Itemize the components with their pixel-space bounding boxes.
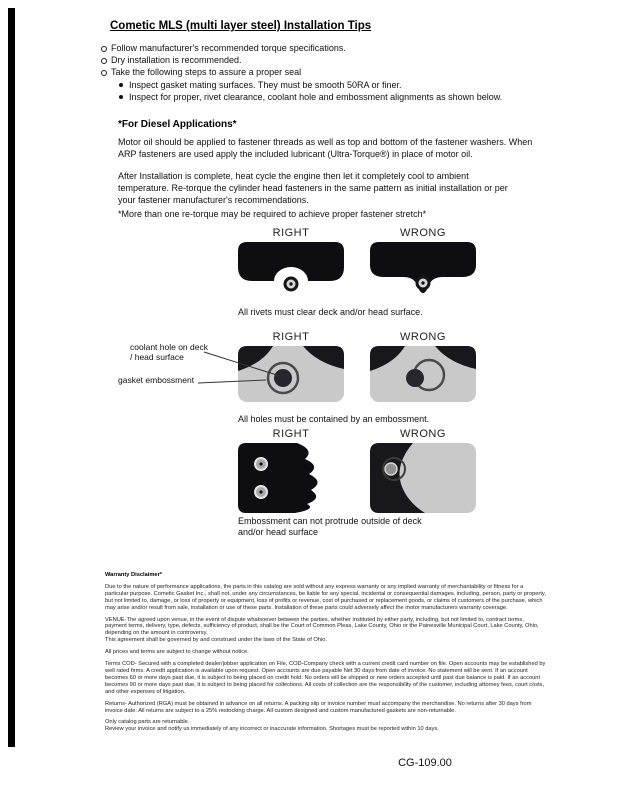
legal-paragraph: All prices and terms are subject to change without notice. bbox=[105, 649, 249, 656]
legal-paragraph: Terms COD- Secured with a completed dealer/jobber application on File, COD-Company check with a current credit card number on file. Open accounts may be established by well rated firms. A credit application is available upon request. Open accounts are due payable Net 30 days from date of invoice. No statement will be sent. If an account becomes 60 or more days past due, it is subject to being placed on credit hold. No orders will be shipped or new orders accepted until past due balance is paid. If an account becomes 90 or more days past due, it is subject to being placed for collections. All costs of collection are the responsibility of the customer, including attorney fees, court costs, and other expenses of litigation. bbox=[105, 661, 546, 695]
sub-bullet-icon bbox=[119, 83, 123, 87]
sub-bullet-item bbox=[100, 79, 545, 91]
sub-bullet-icon bbox=[119, 95, 123, 99]
bullet-icon bbox=[101, 58, 107, 64]
annotation-coolant-label: coolant hole on deck / head surface bbox=[130, 342, 208, 362]
figure-label-right-row2: RIGHT bbox=[272, 331, 310, 343]
diagram-coolant-hole-wrong bbox=[369, 345, 477, 403]
diagram-rivet-clearance-wrong bbox=[369, 241, 477, 297]
bullet-text: Take the following steps to assure a proper seal bbox=[111, 67, 302, 78]
bullet-item bbox=[100, 42, 545, 54]
bullet-item bbox=[100, 54, 545, 66]
legal-paragraph: Review your invoice and notify us immediately of any incorrect or inaccurate information. Shortages must be reported within 10 days. bbox=[105, 726, 439, 733]
bullet-icon bbox=[101, 70, 107, 76]
bullet-text: Follow manufacturer's recommended torque specifications. bbox=[111, 43, 346, 53]
diagram-rivet-clearance-right bbox=[237, 241, 345, 297]
sub-bullet-item bbox=[100, 91, 545, 103]
installation-tips-list bbox=[100, 42, 545, 103]
sub-bullet-text: Inspect gasket mating surfaces. They must be smooth 50RA or finer. bbox=[129, 79, 402, 90]
figure-label-right-row3: RIGHT bbox=[272, 428, 310, 440]
legal-paragraph: Due to the nature of performance applications, the parts in this catalog are sold without any express warranty or any implied warranty of merchantability or fitness for a particular purpose. Cometic Gasket Inc., shall not, under any circumstances, be liable for any special, incidental or consequential damages, including, person, party or property, but not limited to, damage, or loss of property or equipment, loss of profits or revenue, cost of purchased or replacement goods, or claims of customers of the purchase, which may arise and/or result from sale, installation or use of these parts. Installation of these parts could adversely affect the motor manufacturers warranty coverage. bbox=[105, 583, 546, 611]
figure-label-wrong-row3: WRONG bbox=[400, 428, 446, 440]
retorque-note: *More than one re-torque may be required to achieve proper fastener stretch* bbox=[118, 209, 427, 219]
figure-caption-row3: Embossment can not protrude outside of deck and/or head surface bbox=[238, 516, 422, 537]
figure-label-wrong-row2: WRONG bbox=[400, 331, 446, 343]
legal-paragraph: Returns- Authorized (RGA) must be obtained in advance on all returns. A packing slip or invoice number must accompany the merchandise. No returns after 30 days from invoice date. All returns are subject to a 25% restocking charge. All custom designed and custom manufactured gaskets are non-returnable. bbox=[105, 700, 532, 714]
bullet-icon bbox=[101, 46, 107, 52]
bullet-item bbox=[100, 66, 545, 78]
figure-label-right-row1: RIGHT bbox=[272, 227, 310, 239]
legal-paragraph: This agreement shall be governed by and construed under the laws of the State of Ohio. bbox=[105, 637, 327, 644]
diesel-paragraph-2: After Installation is complete, heat cycle the engine then let it completely cool to ambient temperature. Re-torque the cylinder head fasteners in the same pattern as initial installation or per your fastener manufacturer's recommendations. bbox=[118, 171, 508, 205]
sub-bullet-text: Inspect for proper, rivet clearance, coolant hole and embossment alignments as shown below. bbox=[129, 91, 503, 102]
diagram-embossment-right bbox=[237, 442, 345, 514]
left-edge-bar bbox=[8, 8, 15, 747]
annotation-leader-lines bbox=[196, 350, 288, 386]
figure-caption-row1: All rivets must clear deck and/or head surface. bbox=[238, 307, 423, 317]
diesel-applications-heading: *For Diesel Applications* bbox=[118, 119, 237, 130]
page-title: Cometic MLS (multi layer steel) Installation Tips bbox=[110, 20, 372, 32]
legal-heading: Warranty Disclaimer* bbox=[105, 572, 163, 578]
figure-label-wrong-row1: WRONG bbox=[400, 227, 446, 239]
page-code: CG-109.00 bbox=[398, 757, 452, 769]
figure-caption-row2: All holes must be contained by an embossment. bbox=[238, 414, 430, 424]
diesel-paragraph-1: Motor oil should be applied to fastener threads as well as top and bottom of the fastener washers. When ARP fasteners are used apply the included lubricant (Ultra-Torque®) in place of motor oil. bbox=[118, 137, 533, 159]
legal-paragraph: Only catalog parts are returnable. bbox=[105, 719, 190, 726]
bullet-text: Dry installation is recommended. bbox=[111, 55, 242, 66]
annotation-embossment-label: gasket embossment bbox=[118, 375, 195, 385]
legal-paragraph: VENUE-The agreed upon venue, in the event of dispute whatsoever between the parties, whether instituted by either party, including, but not limited to, contract terms, payment terms, delivery, type, defects, sufficiency of product, shall be the Court of Common Pleas, Lake County, Ohio or the Painesville Municipal Court, Lake County, Ohio, depending on the amount in controversy. bbox=[105, 616, 539, 637]
legal-section bbox=[105, 572, 547, 738]
diagram-embossment-wrong bbox=[369, 442, 477, 514]
